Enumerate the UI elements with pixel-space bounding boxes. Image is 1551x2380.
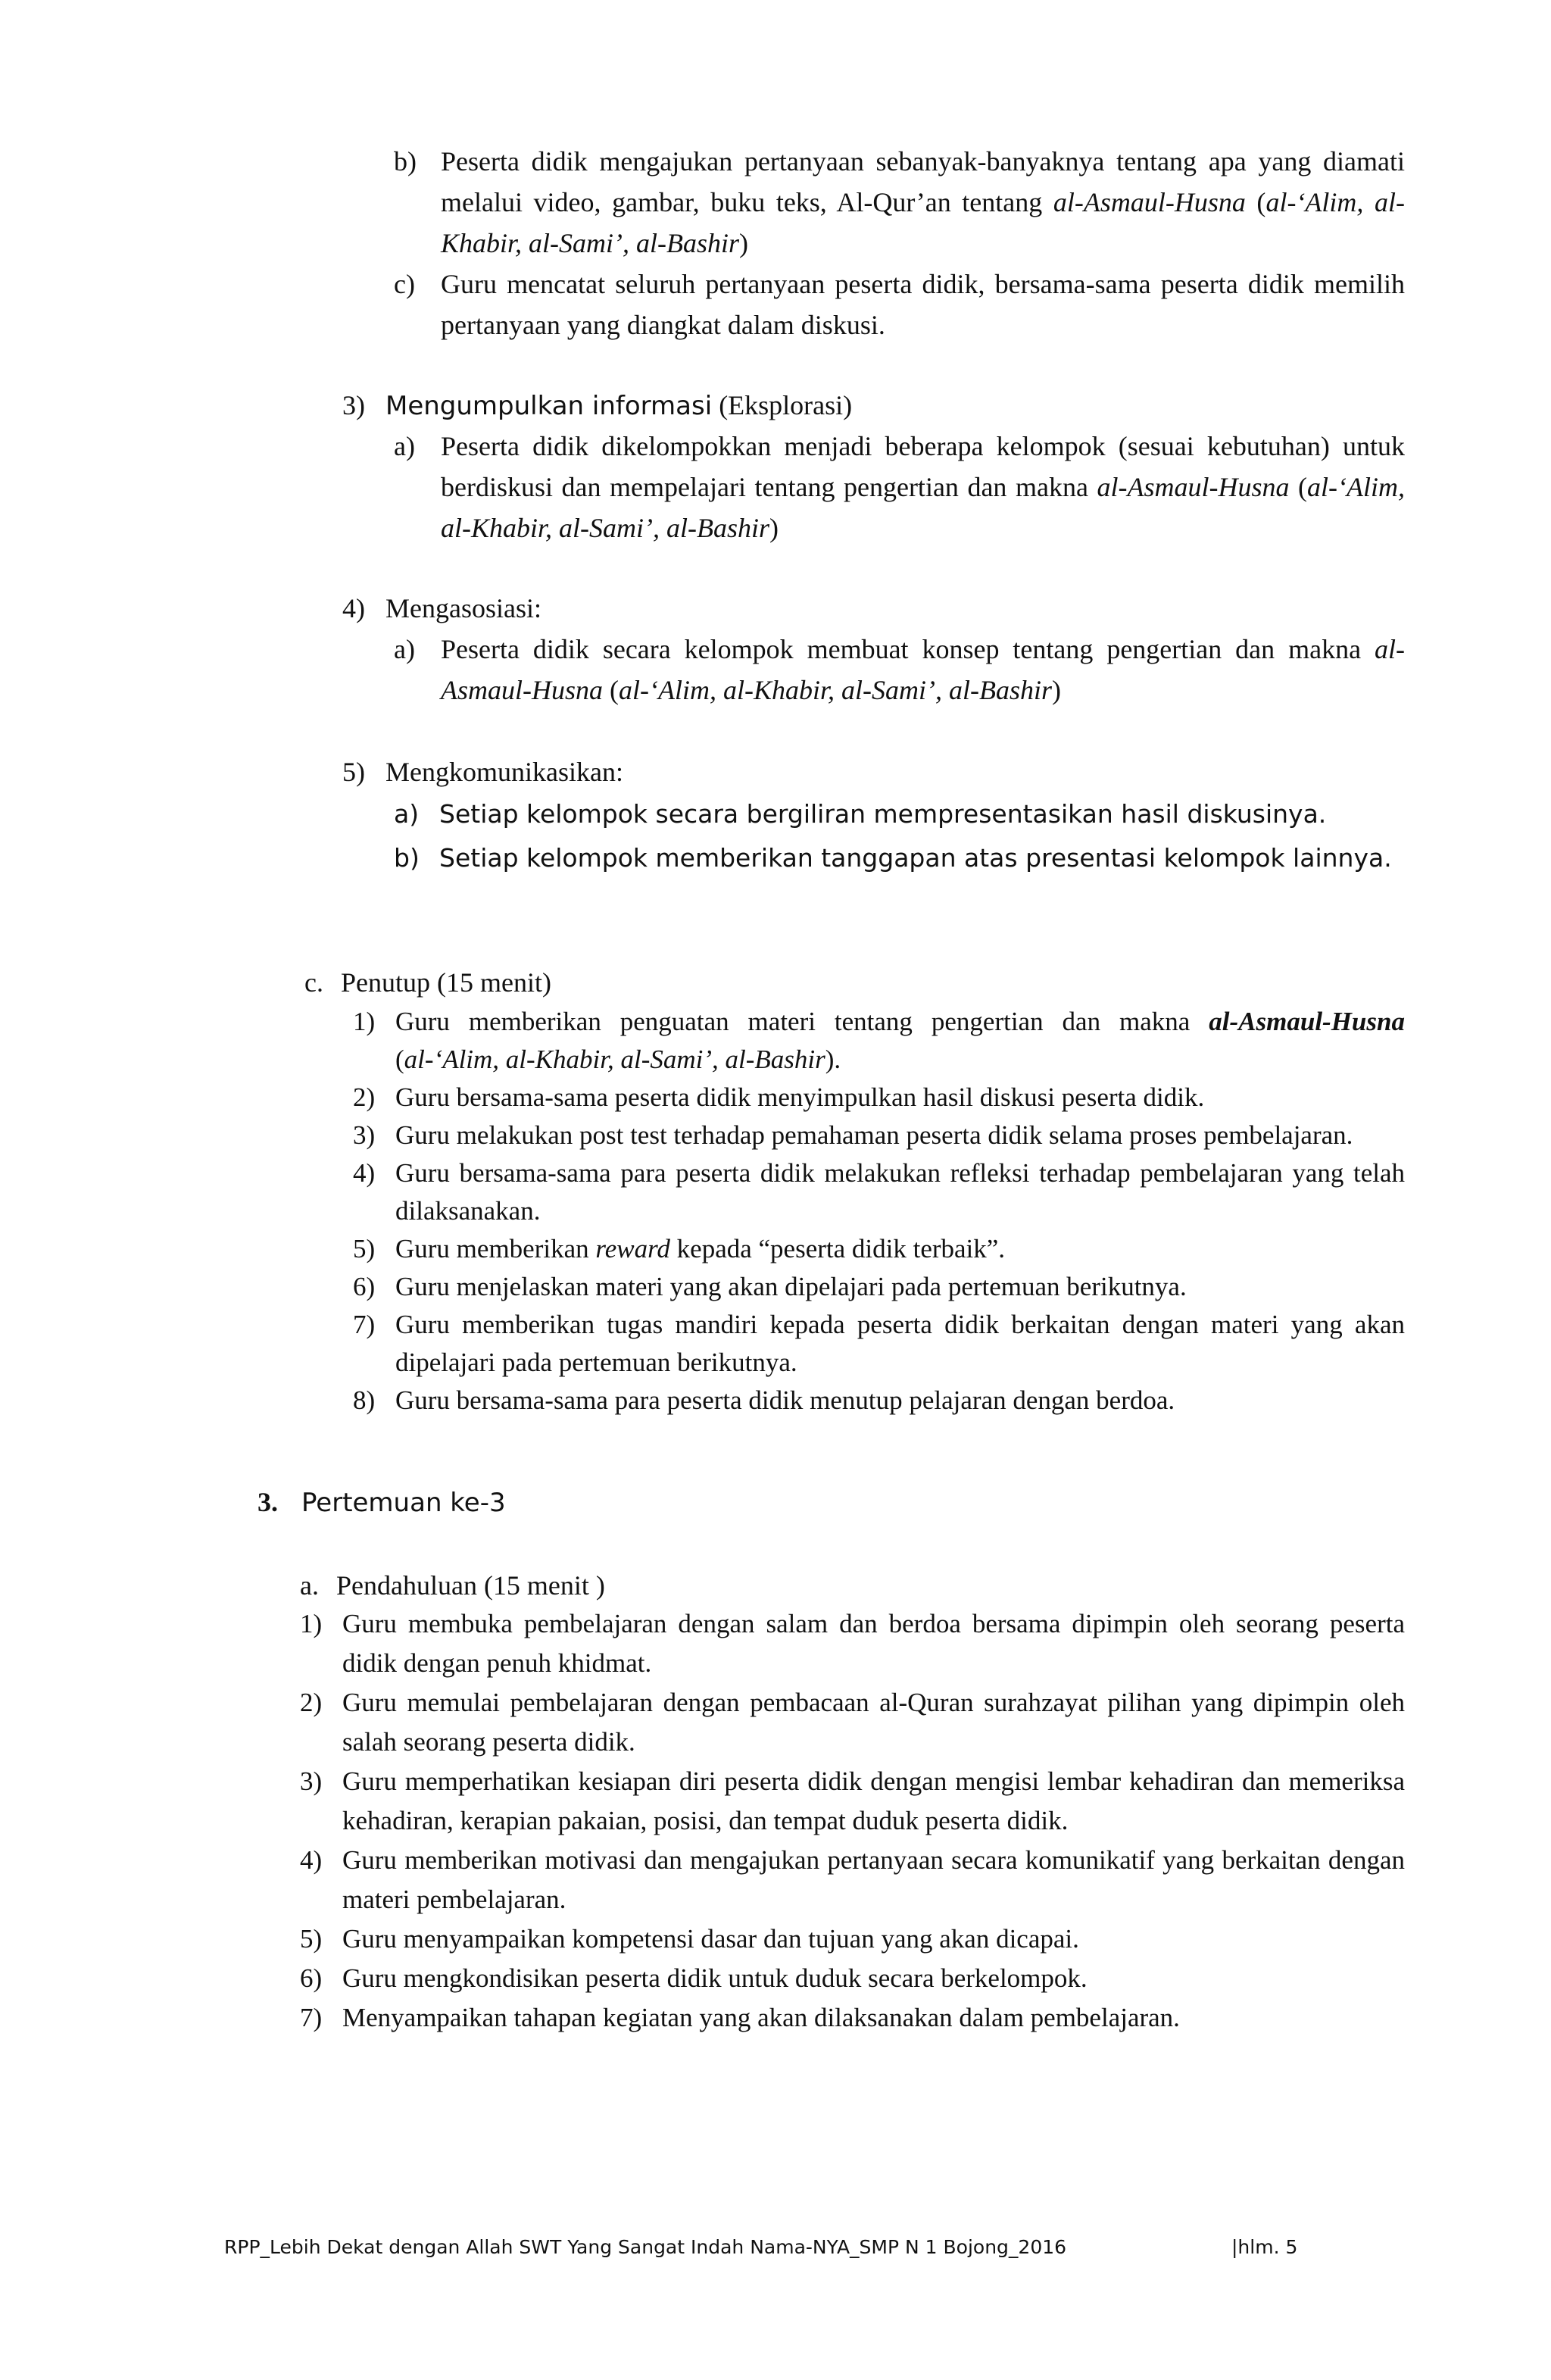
list-item-marker: 1) <box>353 1007 376 1036</box>
step-5-title: Mengkomunikasikan: <box>385 757 623 787</box>
list-item-text <box>342 1924 1079 1954</box>
text-run: ( <box>603 675 619 705</box>
penutup-items <box>353 1003 1405 1420</box>
emphasis-text: al-Asmaul-Husna <box>1097 472 1290 502</box>
list-item-marker: b) <box>394 146 417 176</box>
list-item <box>353 1079 1405 1117</box>
list-item <box>300 1683 1405 1762</box>
list-item-marker: a) <box>394 799 420 829</box>
list-item-marker: b) <box>394 843 420 873</box>
list-item-text <box>439 843 1392 873</box>
penutup-title: Penutup (15 menit) <box>340 967 551 998</box>
list-item <box>394 629 1405 711</box>
list-item-marker: 3) <box>353 1120 376 1150</box>
list-item <box>394 264 1405 345</box>
text-run: ( <box>1245 187 1266 217</box>
text-run: Guru memulai pembelajaran dengan pembacaan al-Quran surahzayat pilihan yang dipimpin oleh salah seorang peserta didik. <box>342 1688 1405 1757</box>
list-item-text <box>395 1310 1405 1377</box>
text-run: Guru memberikan <box>395 1234 596 1263</box>
list-item <box>300 1841 1405 1919</box>
list-item-text <box>395 1120 1353 1150</box>
step-3-number: 3) <box>342 390 365 420</box>
step-5-heading <box>342 751 623 792</box>
list-item-text <box>441 146 1405 258</box>
list-item-text <box>395 1234 1005 1263</box>
question-items <box>394 141 1405 345</box>
text-run: Guru memberikan penguatan materi tentang pengertian dan makna <box>395 1007 1209 1036</box>
text-run: Guru bersama-sama peserta didik menyimpulkan hasil diskusi peserta didik. <box>395 1082 1205 1112</box>
emphasis-text: al-Asmaul-Husna <box>1053 187 1246 217</box>
list-item-marker: 1) <box>300 1609 323 1638</box>
list-item-text <box>342 1688 1405 1757</box>
list-item-text <box>395 1385 1175 1415</box>
list-item-marker: 2) <box>300 1688 323 1717</box>
emphasis-text: al-Asmaul-Husna <box>441 634 1405 705</box>
text-run: ) <box>739 228 749 258</box>
list-item <box>353 1003 1405 1079</box>
list-item-text <box>395 1082 1204 1112</box>
list-item <box>353 1306 1405 1382</box>
list-item <box>353 1382 1405 1420</box>
emphasis-text: al-‘Alim, al-Khabir, al-Sami’, al-Bashir <box>441 472 1405 543</box>
list-item-text <box>342 1766 1405 1835</box>
emphasis-text: al-‘Alim, al-Khabir, al-Sami’, al-Bashir <box>441 187 1405 258</box>
step-5-items <box>394 792 1405 880</box>
list-item-text <box>342 1845 1405 1914</box>
list-item-marker: 7) <box>300 2003 323 2032</box>
text-run: Guru mengkondisikan peserta didik untuk duduk secara berkelompok. <box>342 1963 1088 1993</box>
step-5-number: 5) <box>342 757 365 787</box>
list-item-text <box>441 269 1405 340</box>
penutup-heading <box>304 962 551 1003</box>
text-run: ( <box>395 1045 404 1074</box>
list-item-text <box>395 1272 1187 1301</box>
list-item-marker: 5) <box>300 1924 323 1954</box>
step-4-title: Mengasosiasi: <box>385 593 541 623</box>
footer-page-number: |hlm. 5 <box>1231 2236 1298 2258</box>
list-item <box>353 1154 1405 1230</box>
text-run: ) <box>1051 675 1061 705</box>
text-run: kepada “peserta didik terbaik”. <box>669 1234 1006 1263</box>
text-run: Setiap kelompok secara bergiliran mempresentasikan hasil diskusinya. <box>439 799 1327 829</box>
list-item-marker: 7) <box>353 1310 376 1339</box>
list-item-marker: a) <box>394 634 415 664</box>
emphasis-text: reward <box>595 1234 670 1263</box>
text-run: Guru menyampaikan kompetensi dasar dan tujuan yang akan dicapai. <box>342 1924 1079 1954</box>
step-3-title-suffix: (Eksplorasi) <box>719 390 853 420</box>
pendahuluan-title: Pendahuluan (15 menit ) <box>335 1570 605 1601</box>
list-item-marker: a) <box>394 431 415 461</box>
list-item <box>300 1604 1405 1683</box>
emphasis-text <box>1209 1007 1405 1036</box>
text-run: Peserta didik mengajukan pertanyaan sebanyak-banyaknya tentang apa yang diamati melalui video, gambar, buku teks, Al-Qur’an tentang <box>441 146 1405 217</box>
list-item <box>300 1959 1405 1998</box>
list-item-marker: 4) <box>300 1845 323 1875</box>
step-4-number: 4) <box>342 593 365 623</box>
text-run: Guru memberikan motivasi dan mengajukan pertanyaan secara komunikatif yang berkaitan dengan materi pembelajaran. <box>342 1845 1405 1914</box>
footer-text: RPP_Lebih Dekat dengan Allah SWT Yang Sangat Indah Nama-NYA_SMP N 1 Bojong_2016 <box>224 2236 1067 2258</box>
text-run: Guru menjelaskan materi yang akan dipelajari pada pertemuan berikutnya. <box>395 1272 1187 1301</box>
pendahuluan-heading <box>300 1565 605 1606</box>
list-item-text <box>342 2003 1180 2032</box>
list-item-marker: 4) <box>353 1158 376 1188</box>
list-item-marker: 8) <box>353 1385 376 1415</box>
emphasis-text: al-‘Alim, al-Khabir, al-Sami’, al-Bashir <box>619 675 1052 705</box>
list-item <box>394 836 1405 880</box>
emphasis-text: al-‘Alim, al-Khabir, al-Sami’, al-Bashir <box>404 1045 825 1074</box>
list-item-text <box>342 1963 1088 1993</box>
list-item-marker: 6) <box>300 1963 323 1993</box>
text-run: ( <box>1289 472 1307 502</box>
pertemuan-3-title: Pertemuan ke-3 <box>301 1488 506 1518</box>
step-3-title: Mengumpulkan informasi <box>385 391 713 421</box>
pertemuan-3-heading <box>257 1482 506 1523</box>
text-run: Peserta didik secara kelompok membuat konsep tentang pengertian dan makna <box>441 634 1375 664</box>
list-item <box>353 1230 1405 1268</box>
list-item-text <box>395 1007 1405 1074</box>
step-4-items <box>394 629 1405 711</box>
text-run: Guru bersama-sama para peserta didik menutup pelajaran dengan berdoa. <box>395 1385 1175 1415</box>
list-item <box>394 792 1405 836</box>
list-item-text <box>395 1158 1405 1226</box>
list-item <box>394 426 1405 548</box>
text-run: ). <box>825 1045 841 1074</box>
penutup-marker: c. <box>304 967 323 998</box>
text-run: Peserta didik dikelompokkan menjadi beberapa kelompok (sesuai kebutuhan) untuk berdiskusi dan mempelajari tentang pengertian dan makna <box>441 431 1405 502</box>
list-item <box>394 141 1405 264</box>
step-3-items <box>394 426 1405 548</box>
list-item <box>300 1998 1405 2038</box>
text-run: Guru memperhatikan kesiapan diri peserta didik dengan mengisi lembar kehadiran dan memeriksa kehadiran, kerapian pakaian, posisi, dan tempat duduk peserta didik. <box>342 1766 1405 1835</box>
text-run: Guru mencatat seluruh pertanyaan peserta didik, bersama-sama peserta didik memilih pertanyaan yang diangkat dalam diskusi. <box>441 269 1405 340</box>
text-run: Guru bersama-sama para peserta didik melakukan refleksi terhadap pembelajaran yang telah dilaksanakan. <box>395 1158 1405 1226</box>
list-item-marker: c) <box>394 269 415 299</box>
text-run: Menyampaikan tahapan kegiatan yang akan dilaksanakan dalam pembelajaran. <box>342 2003 1180 2032</box>
list-item-text <box>342 1609 1405 1678</box>
pertemuan-3-number: 3. <box>257 1487 278 1517</box>
list-item-text <box>441 634 1405 705</box>
step-3-heading <box>342 385 852 426</box>
list-item <box>300 1919 1405 1959</box>
text-run: Guru membuka pembelajaran dengan salam dan berdoa bersama dipimpin oleh seorang peserta didik dengan penuh khidmat. <box>342 1609 1405 1678</box>
list-item-marker: 6) <box>353 1272 376 1301</box>
list-item-marker: 2) <box>353 1082 376 1112</box>
list-item <box>353 1268 1405 1306</box>
text-run: Guru memberikan tugas mandiri kepada peserta didik berkaitan dengan materi yang akan dipelajari pada pertemuan berikutnya. <box>395 1310 1405 1377</box>
emphasis-text: al-Asmaul-Husna <box>1209 1007 1405 1036</box>
text-run: Guru melakukan post test terhadap pemahaman peserta didik selama proses pembelajaran. <box>395 1120 1353 1150</box>
step-4-heading <box>342 588 541 629</box>
list-item <box>300 1762 1405 1841</box>
pendahuluan-items <box>300 1604 1405 2038</box>
list-item-marker: 3) <box>300 1766 323 1796</box>
list-item-marker: 5) <box>353 1234 376 1263</box>
pendahuluan-marker: a. <box>300 1570 319 1601</box>
text-run: ) <box>769 513 779 543</box>
text-run: Setiap kelompok memberikan tanggapan atas presentasi kelompok lainnya. <box>439 843 1392 873</box>
list-item <box>353 1117 1405 1154</box>
list-item-text <box>439 799 1326 829</box>
list-item-text <box>441 431 1405 543</box>
